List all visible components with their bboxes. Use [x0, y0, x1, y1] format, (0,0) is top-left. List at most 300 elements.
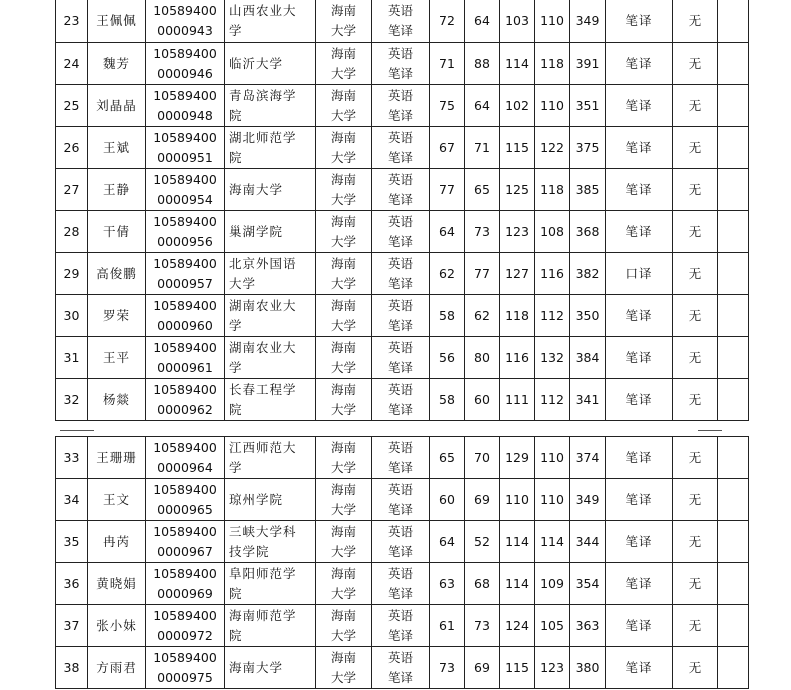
cell-target-univ-line-1: 海南 — [330, 523, 356, 539]
cell-exam-id-line-1: 10589400 — [153, 439, 217, 455]
cell-school — [225, 253, 316, 295]
cell-score-course2: 110 — [535, 479, 570, 521]
cell-major-line-1: 英语 — [387, 213, 413, 229]
cell-score-foreign: 70 — [465, 437, 500, 479]
cell-school-line-1: 青岛滨海学 — [229, 87, 297, 103]
cell-direction: 笔译 — [606, 0, 673, 43]
cell-direction: 笔译 — [606, 211, 673, 253]
cell-school-line-1: 长春工程学 — [229, 381, 297, 397]
cell-name: 冉芮 — [88, 521, 146, 563]
cell-score-foreign: 60 — [465, 379, 500, 421]
cell-total: 374 — [570, 437, 606, 479]
cell-major — [372, 85, 430, 127]
cell-major-line-2: 笔译 — [387, 401, 413, 417]
cell-exam-id — [146, 169, 225, 211]
cell-major-line-2: 笔译 — [387, 65, 413, 81]
cell-exam-id — [146, 605, 225, 647]
cell-no: 27 — [56, 169, 88, 211]
cell-score-course2: 105 — [535, 605, 570, 647]
cell-school — [225, 127, 316, 169]
cell-score-course1: 124 — [500, 605, 535, 647]
cell-score-foreign: 73 — [465, 605, 500, 647]
cell-major-line-1: 英语 — [387, 255, 413, 271]
cell-exam-id-line-1: 10589400 — [153, 171, 217, 187]
cell-exam-id-line-2: 0000965 — [157, 501, 213, 517]
cell-target-univ — [316, 127, 372, 169]
cell-target-univ — [316, 647, 372, 689]
cell-name: 王文 — [88, 479, 146, 521]
cell-empty — [718, 85, 749, 127]
cell-school-line-2: 大学 — [229, 275, 257, 291]
cell-exam-id-line-1: 10589400 — [153, 87, 217, 103]
cell-no: 29 — [56, 253, 88, 295]
cell-major — [372, 437, 430, 479]
cell-school — [225, 43, 316, 85]
cell-direction: 笔译 — [606, 337, 673, 379]
cell-remark: 无 — [673, 253, 718, 295]
cell-score-politics: 71 — [430, 43, 465, 85]
cell-total: 391 — [570, 43, 606, 85]
table-row — [56, 85, 749, 127]
cell-score-course2: 118 — [535, 169, 570, 211]
cell-exam-id — [146, 647, 225, 689]
cell-school-line-2: 院 — [229, 627, 243, 643]
cell-total: 385 — [570, 169, 606, 211]
cell-school-line-2: 技学院 — [229, 543, 270, 559]
cell-score-politics: 75 — [430, 85, 465, 127]
cell-major — [372, 605, 430, 647]
cell-no: 36 — [56, 563, 88, 605]
cell-score-politics: 61 — [430, 605, 465, 647]
cell-major-line-1: 英语 — [387, 45, 413, 61]
cell-major-line-1: 英语 — [387, 87, 413, 103]
cell-school-line-1: 湖南农业大 — [229, 339, 297, 355]
cell-school-line-1: 湖北师范学 — [229, 129, 297, 145]
cell-name: 黄晓娟 — [88, 563, 146, 605]
cell-direction: 笔译 — [606, 295, 673, 337]
cell-no: 31 — [56, 337, 88, 379]
cell-empty — [718, 647, 749, 689]
cell-direction: 口译 — [606, 253, 673, 295]
cell-major-line-2: 笔译 — [387, 501, 413, 517]
cell-total: 351 — [570, 85, 606, 127]
cell-major-line-2: 笔译 — [387, 543, 413, 559]
cell-school-line-2: 院 — [229, 149, 243, 165]
cell-remark: 无 — [673, 295, 718, 337]
cell-exam-id-line-2: 0000956 — [157, 233, 213, 249]
cell-exam-id-line-2: 0000954 — [157, 191, 213, 207]
cell-score-course1: 125 — [500, 169, 535, 211]
cell-major-line-1: 英语 — [387, 565, 413, 581]
cell-school-line-1: 临沂大学 — [229, 55, 284, 71]
cell-exam-id-line-2: 0000967 — [157, 543, 213, 559]
cell-score-course1: 123 — [500, 211, 535, 253]
cell-score-course2: 110 — [535, 437, 570, 479]
cell-school-line-1: 琼州学院 — [229, 491, 284, 507]
cell-exam-id-line-2: 0000946 — [157, 65, 213, 81]
cell-score-course2: 108 — [535, 211, 570, 253]
cell-exam-id-line-1: 10589400 — [153, 45, 217, 61]
cell-major-line-1: 英语 — [387, 649, 413, 665]
cell-exam-id — [146, 337, 225, 379]
cell-direction: 笔译 — [606, 127, 673, 169]
cell-target-univ-line-2: 大学 — [330, 359, 356, 375]
cell-score-politics: 64 — [430, 211, 465, 253]
cell-score-foreign: 69 — [465, 479, 500, 521]
cell-major-line-1: 英语 — [387, 129, 413, 145]
cell-target-univ-line-1: 海南 — [330, 607, 356, 623]
cell-direction: 笔译 — [606, 647, 673, 689]
cell-target-univ-line-1: 海南 — [330, 171, 356, 187]
cell-score-foreign: 69 — [465, 647, 500, 689]
cell-major-line-2: 笔译 — [387, 191, 413, 207]
cell-school — [225, 295, 316, 337]
cell-name: 刘晶晶 — [88, 85, 146, 127]
cell-name: 张小妹 — [88, 605, 146, 647]
cell-major — [372, 479, 430, 521]
cell-major-line-1: 英语 — [387, 439, 413, 455]
table-row — [56, 127, 749, 169]
cell-target-univ-line-1: 海南 — [330, 481, 356, 497]
cell-empty — [718, 605, 749, 647]
cell-school-line-1: 江西师范大 — [229, 439, 297, 455]
cell-total: 349 — [570, 479, 606, 521]
cell-target-univ-line-1: 海南 — [330, 565, 356, 581]
cell-total: 354 — [570, 563, 606, 605]
table-row — [56, 437, 749, 479]
cell-major-line-1: 英语 — [387, 481, 413, 497]
cell-major-line-2: 笔译 — [387, 317, 413, 333]
table-row — [56, 0, 749, 43]
table-row — [56, 521, 749, 563]
cell-name: 干倩 — [88, 211, 146, 253]
cell-total: 363 — [570, 605, 606, 647]
cell-score-politics: 63 — [430, 563, 465, 605]
cell-score-politics: 60 — [430, 479, 465, 521]
cell-exam-id-line-1: 10589400 — [153, 129, 217, 145]
cell-school-line-1: 海南大学 — [229, 181, 284, 197]
cell-target-univ-line-2: 大学 — [330, 543, 356, 559]
cell-school-line-2: 学 — [229, 22, 243, 38]
cell-score-course2: 109 — [535, 563, 570, 605]
cell-score-foreign: 52 — [465, 521, 500, 563]
cell-remark: 无 — [673, 211, 718, 253]
cell-target-univ-line-2: 大学 — [330, 65, 356, 81]
cell-empty — [718, 253, 749, 295]
cell-exam-id-line-1: 10589400 — [153, 649, 217, 665]
cell-score-course1: 102 — [500, 85, 535, 127]
cell-school-line-2: 学 — [229, 317, 243, 333]
cell-exam-id-line-2: 0000960 — [157, 317, 213, 333]
cell-total: 349 — [570, 0, 606, 43]
cell-name: 王静 — [88, 169, 146, 211]
cell-exam-id-line-2: 0000957 — [157, 275, 213, 291]
cell-remark: 无 — [673, 43, 718, 85]
cell-score-course1: 115 — [500, 647, 535, 689]
table-row — [56, 479, 749, 521]
cell-exam-id-line-1: 10589400 — [153, 213, 217, 229]
cell-exam-id — [146, 85, 225, 127]
cell-exam-id-line-1: 10589400 — [153, 481, 217, 497]
cell-total: 344 — [570, 521, 606, 563]
cell-score-foreign: 64 — [465, 85, 500, 127]
cell-target-univ — [316, 605, 372, 647]
cell-score-course1: 129 — [500, 437, 535, 479]
cell-direction: 笔译 — [606, 563, 673, 605]
cell-name: 王平 — [88, 337, 146, 379]
cell-major-line-2: 笔译 — [387, 107, 413, 123]
cell-major — [372, 169, 430, 211]
cell-school-line-1: 阜阳师范学 — [229, 565, 297, 581]
cell-target-univ-line-1: 海南 — [330, 213, 356, 229]
cell-exam-id — [146, 521, 225, 563]
table-row — [56, 253, 749, 295]
cell-target-univ — [316, 0, 372, 43]
cell-no: 32 — [56, 379, 88, 421]
cell-major-line-2: 笔译 — [387, 459, 413, 475]
cell-exam-id-line-1: 10589400 — [153, 339, 217, 355]
cell-school — [225, 479, 316, 521]
cell-remark: 无 — [673, 85, 718, 127]
cell-target-univ-line-2: 大学 — [330, 669, 356, 685]
cell-school-line-1: 海南大学 — [229, 659, 284, 675]
cell-major-line-2: 笔译 — [387, 149, 413, 165]
cell-exam-id-line-2: 0000972 — [157, 627, 213, 643]
cell-exam-id-line-1: 10589400 — [153, 381, 217, 397]
cell-target-univ — [316, 211, 372, 253]
table-row — [56, 647, 749, 689]
cell-score-foreign: 62 — [465, 295, 500, 337]
cell-score-course1: 103 — [500, 0, 535, 43]
cell-major — [372, 647, 430, 689]
cell-school-line-2: 院 — [229, 107, 243, 123]
cell-major-line-1: 英语 — [387, 523, 413, 539]
cell-exam-id-line-1: 10589400 — [153, 523, 217, 539]
cell-exam-id-line-1: 10589400 — [153, 297, 217, 313]
cell-score-course1: 110 — [500, 479, 535, 521]
cell-no: 38 — [56, 647, 88, 689]
cell-score-foreign: 73 — [465, 211, 500, 253]
cell-school-line-1: 巢湖学院 — [229, 223, 284, 239]
cell-major — [372, 0, 430, 43]
cell-major-line-2: 笔译 — [387, 22, 413, 38]
cell-target-univ-line-1: 海南 — [330, 339, 356, 355]
table-row — [56, 295, 749, 337]
cell-no: 30 — [56, 295, 88, 337]
cell-target-univ-line-1: 海南 — [330, 439, 356, 455]
cell-score-course2: 112 — [535, 295, 570, 337]
cell-target-univ-line-1: 海南 — [330, 87, 356, 103]
cell-empty — [718, 379, 749, 421]
cell-target-univ-line-2: 大学 — [330, 401, 356, 417]
cell-school — [225, 563, 316, 605]
cell-target-univ — [316, 85, 372, 127]
cell-direction: 笔译 — [606, 169, 673, 211]
cell-major-line-1: 英语 — [387, 607, 413, 623]
cell-major-line-2: 笔译 — [387, 627, 413, 643]
cell-total: 382 — [570, 253, 606, 295]
cell-school-line-1: 北京外国语 — [229, 255, 297, 271]
cell-exam-id — [146, 479, 225, 521]
cell-no: 33 — [56, 437, 88, 479]
cell-school — [225, 437, 316, 479]
cell-score-politics: 72 — [430, 0, 465, 43]
cell-target-univ — [316, 169, 372, 211]
cell-score-course1: 116 — [500, 337, 535, 379]
cell-score-course1: 111 — [500, 379, 535, 421]
cell-remark: 无 — [673, 479, 718, 521]
cell-school-line-1: 海南师范学 — [229, 607, 297, 623]
cell-school — [225, 0, 316, 43]
cell-score-politics: 65 — [430, 437, 465, 479]
cell-no: 24 — [56, 43, 88, 85]
cell-exam-id-line-2: 0000943 — [157, 22, 213, 38]
cell-exam-id — [146, 211, 225, 253]
cell-exam-id-line-2: 0000962 — [157, 401, 213, 417]
cell-exam-id — [146, 43, 225, 85]
cell-exam-id-line-1: 10589400 — [153, 565, 217, 581]
cell-empty — [718, 43, 749, 85]
cell-empty — [718, 169, 749, 211]
score-table-bottom — [55, 436, 749, 689]
cell-school-line-1: 湖南农业大 — [229, 297, 297, 313]
cell-remark: 无 — [673, 127, 718, 169]
cell-exam-id-line-2: 0000964 — [157, 459, 213, 475]
cell-target-univ — [316, 379, 372, 421]
cell-target-univ-line-2: 大学 — [330, 501, 356, 517]
cell-no: 28 — [56, 211, 88, 253]
cell-exam-id — [146, 295, 225, 337]
cell-total: 341 — [570, 379, 606, 421]
table-row — [56, 211, 749, 253]
cell-total: 375 — [570, 127, 606, 169]
cell-target-univ-line-2: 大学 — [330, 149, 356, 165]
cell-empty — [718, 211, 749, 253]
cell-no: 34 — [56, 479, 88, 521]
cell-score-course1: 118 — [500, 295, 535, 337]
cell-direction: 笔译 — [606, 605, 673, 647]
cell-exam-id-line-2: 0000948 — [157, 107, 213, 123]
score-table-top — [55, 0, 749, 421]
cell-target-univ-line-2: 大学 — [330, 107, 356, 123]
cell-target-univ — [316, 521, 372, 563]
cell-name: 王珊珊 — [88, 437, 146, 479]
cell-major-line-2: 笔译 — [387, 359, 413, 375]
cell-remark: 无 — [673, 379, 718, 421]
cell-major — [372, 295, 430, 337]
cell-school — [225, 647, 316, 689]
cell-exam-id — [146, 437, 225, 479]
cell-score-course1: 114 — [500, 563, 535, 605]
cell-score-course2: 123 — [535, 647, 570, 689]
cell-no: 23 — [56, 0, 88, 43]
cell-target-univ-line-2: 大学 — [330, 191, 356, 207]
cell-target-univ-line-2: 大学 — [330, 585, 356, 601]
cell-score-course2: 112 — [535, 379, 570, 421]
cell-score-politics: 67 — [430, 127, 465, 169]
cell-empty — [718, 0, 749, 43]
cell-empty — [718, 479, 749, 521]
cell-remark: 无 — [673, 647, 718, 689]
cell-direction: 笔译 — [606, 85, 673, 127]
cell-school — [225, 521, 316, 563]
cell-score-course2: 110 — [535, 85, 570, 127]
cell-score-foreign: 80 — [465, 337, 500, 379]
cell-target-univ-line-1: 海南 — [330, 45, 356, 61]
cell-school — [225, 337, 316, 379]
cell-exam-id-line-2: 0000961 — [157, 359, 213, 375]
cell-major-line-1: 英语 — [387, 2, 413, 18]
cell-target-univ-line-1: 海南 — [330, 649, 356, 665]
cell-direction: 笔译 — [606, 43, 673, 85]
cell-total: 384 — [570, 337, 606, 379]
cell-major — [372, 337, 430, 379]
cell-empty — [718, 521, 749, 563]
table-body-top — [56, 0, 749, 421]
cell-major-line-2: 笔译 — [387, 669, 413, 685]
cell-major — [372, 43, 430, 85]
cell-score-politics: 58 — [430, 379, 465, 421]
cell-remark: 无 — [673, 337, 718, 379]
cell-exam-id — [146, 0, 225, 43]
cell-target-univ — [316, 253, 372, 295]
cell-score-course2: 118 — [535, 43, 570, 85]
cell-exam-id — [146, 563, 225, 605]
cell-target-univ-line-2: 大学 — [330, 627, 356, 643]
cell-no: 37 — [56, 605, 88, 647]
cell-major-line-2: 笔译 — [387, 233, 413, 249]
cell-score-course2: 122 — [535, 127, 570, 169]
cell-major-line-2: 笔译 — [387, 585, 413, 601]
cell-score-course1: 115 — [500, 127, 535, 169]
cell-score-course1: 114 — [500, 43, 535, 85]
cell-target-univ — [316, 295, 372, 337]
cell-name: 王斌 — [88, 127, 146, 169]
cell-exam-id-line-2: 0000969 — [157, 585, 213, 601]
cell-target-univ-line-1: 海南 — [330, 129, 356, 145]
cell-target-univ — [316, 337, 372, 379]
cell-remark: 无 — [673, 0, 718, 43]
cell-score-politics: 73 — [430, 647, 465, 689]
cell-major — [372, 253, 430, 295]
page-break-mark-left — [60, 430, 94, 431]
cell-school-line-1: 山西农业大 — [229, 2, 297, 18]
cell-score-politics: 77 — [430, 169, 465, 211]
cell-major-line-1: 英语 — [387, 297, 413, 313]
cell-school — [225, 605, 316, 647]
cell-exam-id — [146, 379, 225, 421]
cell-total: 380 — [570, 647, 606, 689]
cell-exam-id — [146, 253, 225, 295]
cell-score-course1: 127 — [500, 253, 535, 295]
cell-target-univ — [316, 43, 372, 85]
cell-school — [225, 169, 316, 211]
cell-score-course1: 114 — [500, 521, 535, 563]
cell-name: 罗荣 — [88, 295, 146, 337]
cell-score-foreign: 88 — [465, 43, 500, 85]
cell-empty — [718, 127, 749, 169]
table-row — [56, 169, 749, 211]
cell-school — [225, 85, 316, 127]
cell-target-univ-line-1: 海南 — [330, 381, 356, 397]
cell-remark: 无 — [673, 563, 718, 605]
cell-name: 杨燚 — [88, 379, 146, 421]
cell-target-univ-line-2: 大学 — [330, 233, 356, 249]
cell-school — [225, 379, 316, 421]
cell-major — [372, 211, 430, 253]
cell-major-line-1: 英语 — [387, 339, 413, 355]
table-row — [56, 605, 749, 647]
